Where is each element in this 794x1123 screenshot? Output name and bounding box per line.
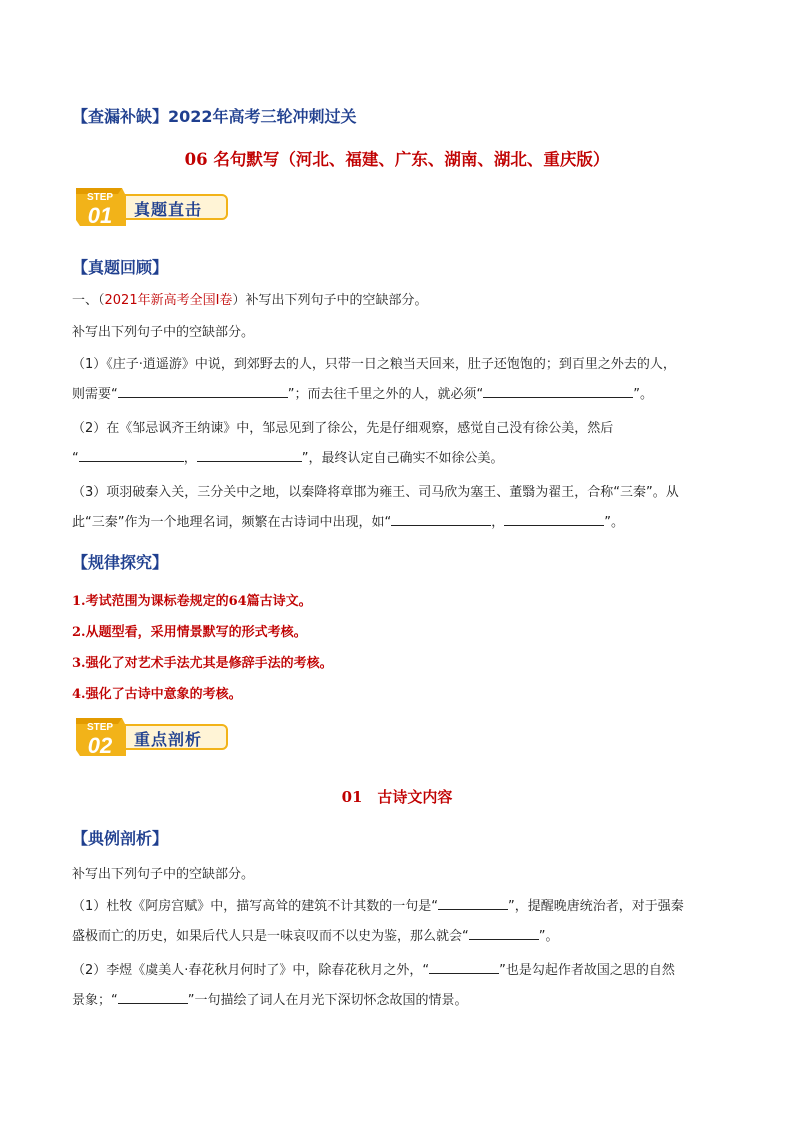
example-q2-text-4: ”一句描绘了词人在月光下深切怀念故国的情景。: [187, 993, 468, 1008]
answer-blank[interactable]: [118, 385, 288, 398]
step-badge-icon: [72, 716, 128, 758]
example-question-1: [72, 892, 728, 952]
step-badge-icon: [72, 186, 128, 228]
review-q2-text-3: ”，最终认定自己确实不如徐公美。: [301, 451, 504, 466]
example-instruction: 补写出下列句子中的空缺部分。: [72, 867, 255, 882]
step-02-banner: [72, 716, 236, 758]
example-q2-line-a: [72, 956, 728, 986]
review-question-2: [72, 414, 728, 474]
review-q3-line-a: （3）项羽破秦入关，三分关中之地，以秦降将章邯为雍王、司马欣为塞王、董翳为翟王，合称“三秦”。从: [72, 485, 679, 500]
review-heading: 【真题回顾】: [72, 258, 169, 277]
review-q2-text-2: ，: [183, 451, 197, 466]
review-instruction: 补写出下列句子中的空缺部分。: [72, 325, 255, 340]
answer-blank[interactable]: [197, 449, 302, 462]
rule-item: 3.强化了对艺术手法尤其是修辞手法的考核。: [72, 656, 333, 671]
rules-heading: 【规律探究】: [72, 553, 169, 572]
review-intro-suffix: ）补写出下列句子中的空缺部分。: [232, 293, 428, 308]
review-intro-source: 2021年新高考全国Ⅰ卷: [104, 293, 233, 308]
part-01-title: 01 古诗文内容: [341, 788, 453, 806]
review-q3-text-2: ，: [491, 515, 505, 530]
page-subtitle: 06 名句默写（河北、福建、广东、湖南、湖北、重庆版）: [184, 150, 610, 169]
answer-blank[interactable]: [483, 385, 633, 398]
rule-item: 4.强化了古诗中意象的考核。: [72, 687, 242, 702]
rule-item: 1.考试范围为课标卷规定的64篇古诗文。: [72, 594, 312, 609]
example-q1-line-a: [72, 892, 728, 922]
review-q1-line-b: [72, 380, 728, 410]
step-02-label-box: [120, 724, 228, 750]
example-q2-text-2: ”也是勾起作者故国之思的自然: [499, 963, 675, 978]
step-01-banner: [72, 186, 236, 228]
answer-blank[interactable]: [118, 991, 188, 1004]
answer-blank[interactable]: [429, 961, 499, 974]
review-q2-line-a: （2）在《邹忌讽齐王纳谏》中，邹忌见到了徐公，先是仔细观察，感觉自己没有徐公美，然后: [72, 421, 614, 436]
review-q1-text-3: ”。: [633, 387, 653, 402]
example-q2-line-b: [72, 986, 728, 1016]
example-q1-text-1: （1）杜牧《阿房宫赋》中，描写高耸的建筑不计其数的一句是“: [72, 899, 439, 914]
answer-blank[interactable]: [438, 897, 508, 910]
review-intro-prefix: 一、（: [72, 293, 105, 308]
step-02-number: 02: [87, 733, 113, 758]
example-q2-text-1: （2）李煜《虞美人·春花秋月何时了》中，除春花秋月之外，“: [72, 963, 430, 978]
review-q2-line-b: [72, 444, 728, 474]
step-01-number: 01: [87, 203, 113, 228]
review-question-1: [72, 350, 728, 410]
review-q1-text-2: ”；而去往千里之外的人，就必须“: [287, 387, 484, 402]
step-02-step-text: STEP: [86, 722, 114, 733]
example-heading: 【典例剖析】: [72, 829, 169, 848]
example-q1-text-3: 盛极而亡的历史，如果后代人只是一味哀叹而不以史为鉴，那么就会“: [72, 929, 469, 944]
answer-blank[interactable]: [391, 513, 491, 526]
step-01-label-box: [120, 194, 228, 220]
review-q1-text-1: 则需要“: [72, 387, 118, 402]
review-q2-text-1: “: [72, 451, 79, 466]
example-question-2: [72, 956, 728, 1016]
review-q3-text-1: 此“三秦”作为一个地理名词，频繁在古诗词中出现，如“: [72, 515, 392, 530]
review-intro: [72, 286, 728, 316]
rule-item: 2.从题型看，采用情景默写的形式考核。: [72, 625, 307, 640]
example-q1-text-4: ”。: [538, 929, 559, 944]
step-01-label: 真题直击: [134, 200, 203, 219]
answer-blank[interactable]: [504, 513, 604, 526]
review-q1-line-a: （1）《庄子·逍遥游》中说，到郊野去的人，只带一日之粮当天回来，肚子还饱饱的；到百里之外去的人，: [72, 357, 676, 372]
example-q2-text-3: 景象；“: [72, 993, 118, 1008]
page-header-title: 【查漏补缺】2022年高考三轮冲刺过关: [72, 107, 357, 126]
review-q3-text-3: ”。: [604, 515, 624, 530]
step-01-step-text: STEP: [86, 192, 114, 203]
step-02-label: 重点剖析: [134, 730, 203, 749]
review-q3-line-b: [72, 508, 728, 538]
example-q1-text-2: ”，提醒晚唐统治者，对于强秦: [508, 899, 684, 914]
example-q1-line-b: [72, 922, 728, 952]
review-question-3: [72, 478, 728, 538]
answer-blank[interactable]: [469, 927, 539, 940]
answer-blank[interactable]: [79, 449, 184, 462]
